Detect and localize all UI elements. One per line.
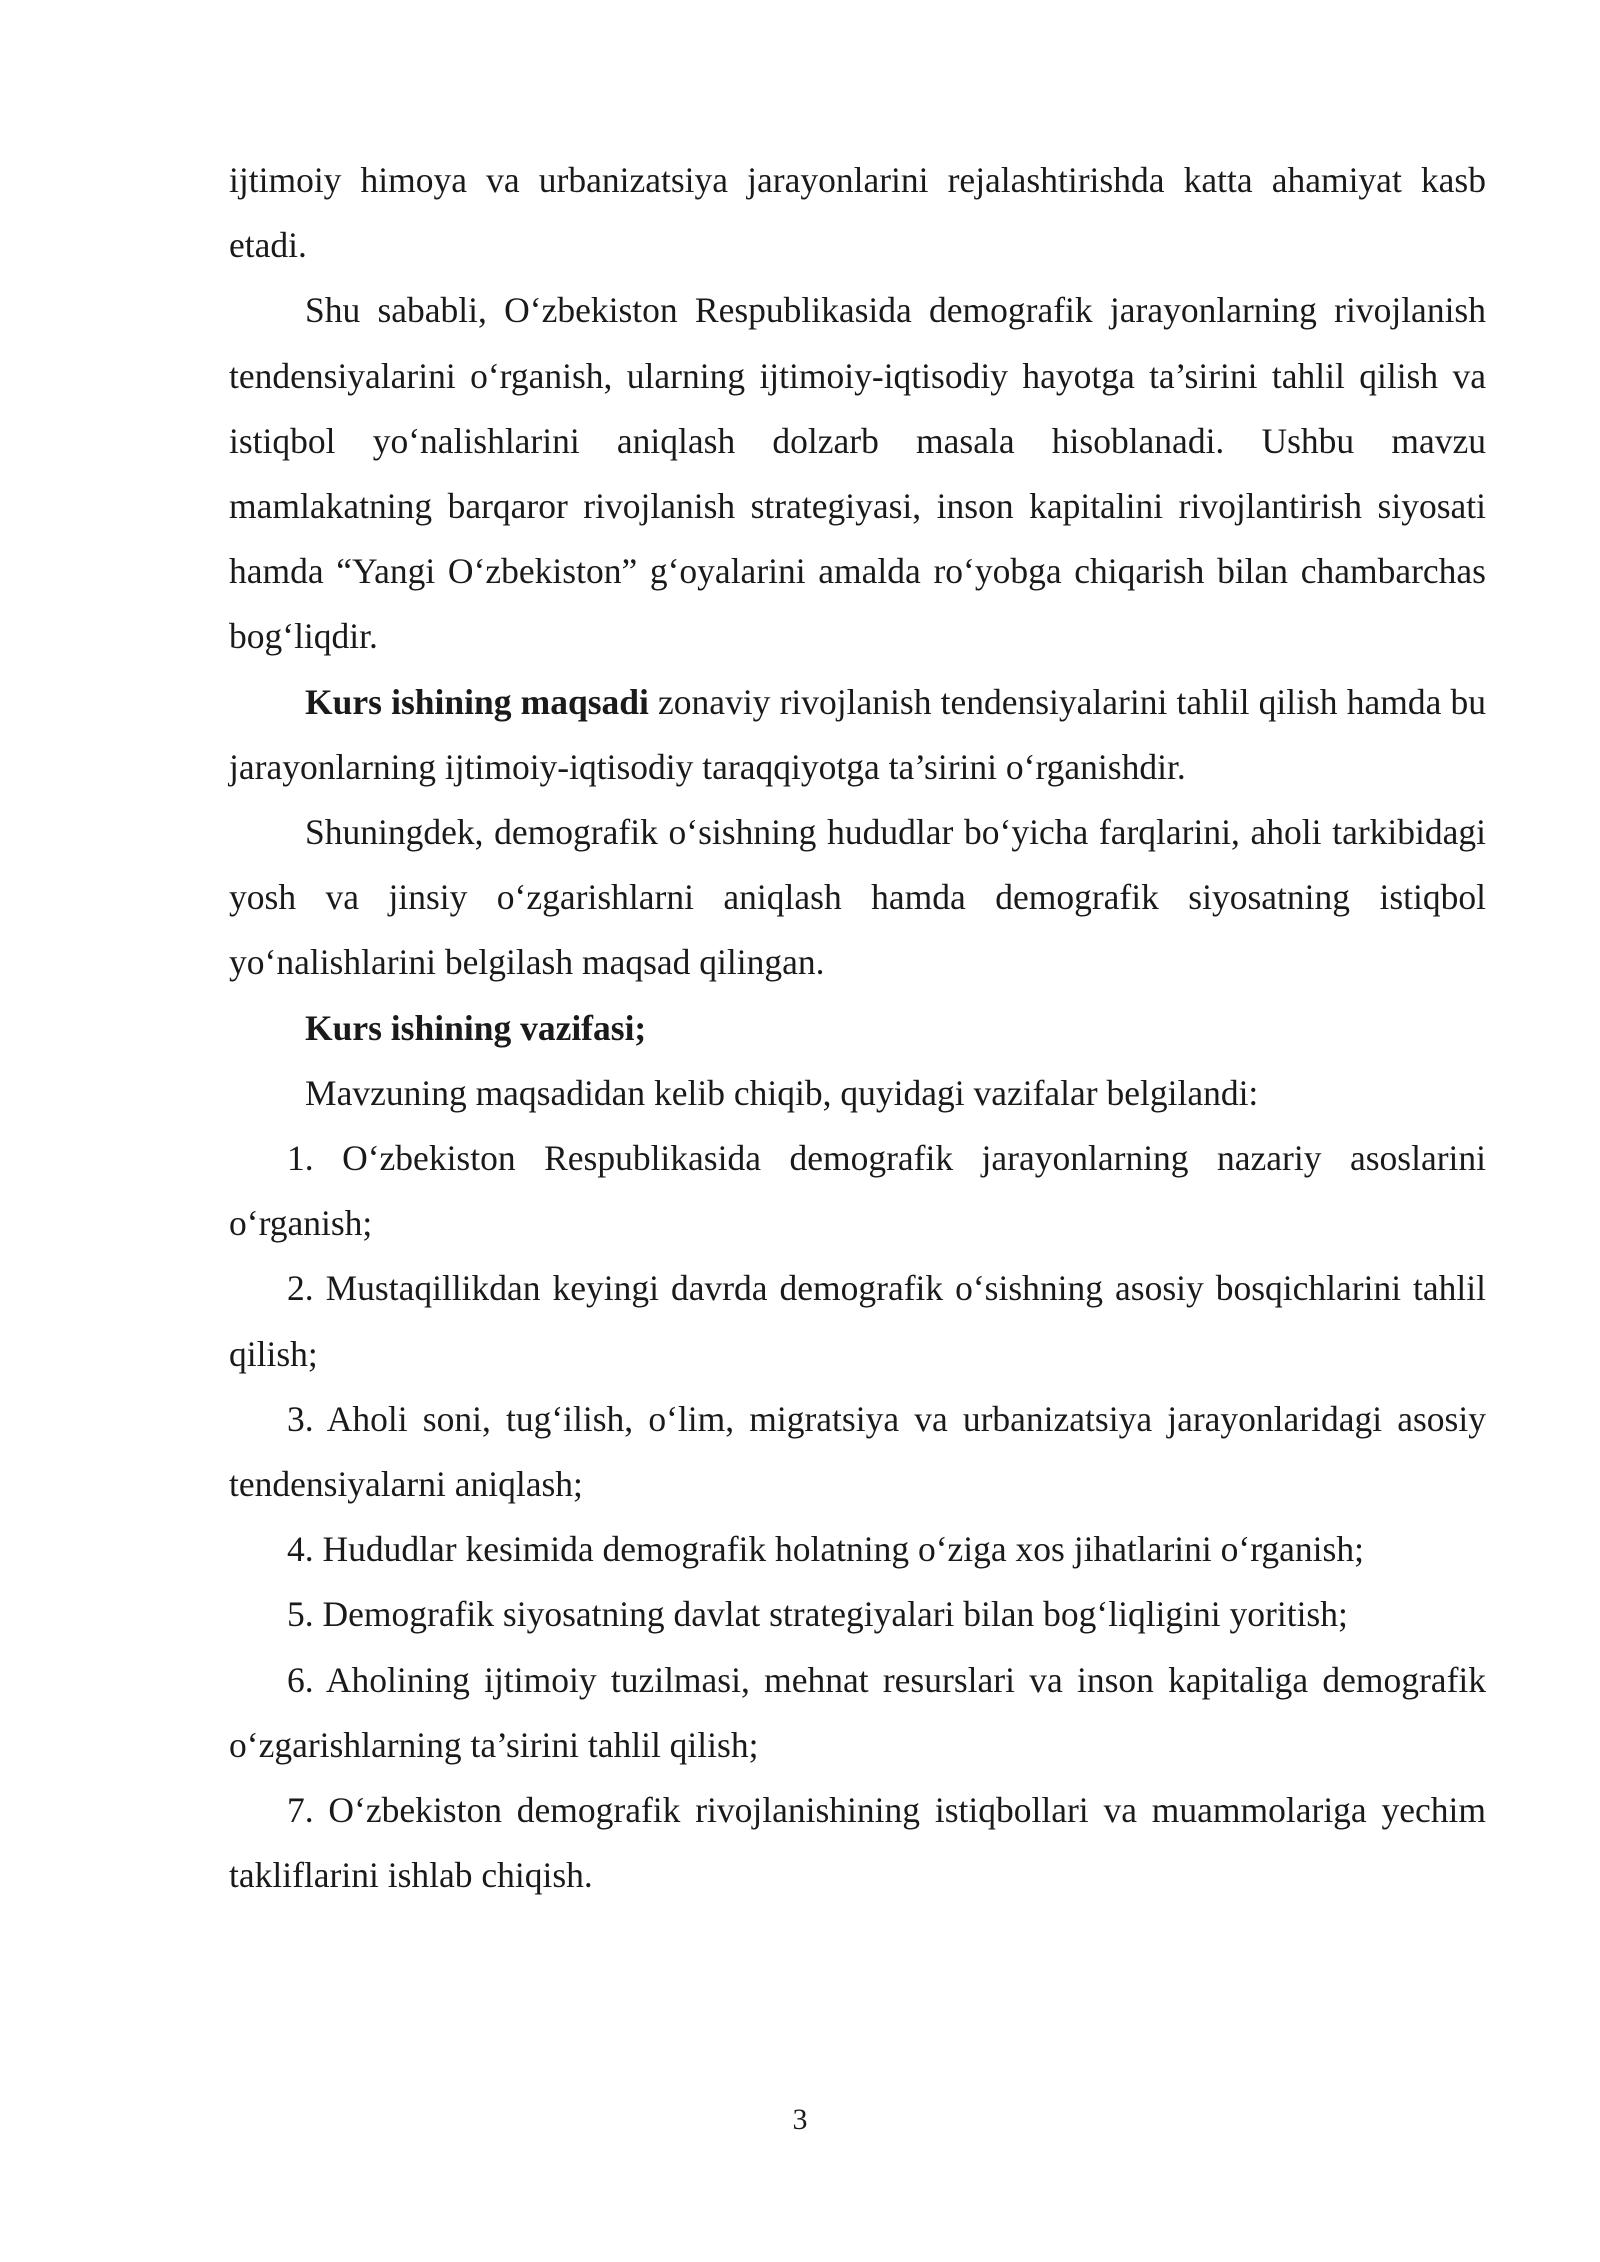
paragraph-tasks-intro [229,1061,1486,1126]
document-body [229,148,1486,1908]
paragraph-relevance [229,278,1486,669]
paragraph-goal-detail [229,800,1486,996]
paragraph-text: Mavzuning maqsadidan kelib chiqib, quyidagi vazifalar belgilandi: [305,1072,1259,1113]
paragraph-text: zonaviy rivojlanish tendensiyalarini tahlil qilish hamda bu jarayonlarning ijtimoiy-iqtisodiy taraqqiyotga ta’sirini o‘rganishdir. [229,681,1486,787]
task-list-item: 2. Mustaqillikdan keyingi davrda demografik o‘sishning asosiy bosqichlarini tahlil qilish; [229,1268,1486,1374]
task-list-item: 3. Aholi soni, tug‘ilish, o‘lim, migratsiya va urbanizatsiya jarayonlaridagi asosiy tendensiyalarni aniqlash; [229,1398,1486,1505]
task-list-item: 5. Demografik siyosatning davlat strategiyalari bilan bog‘liqligini yoritish; [287,1594,1348,1635]
paragraph-lead-bold: Kurs ishining maqsadi [305,681,649,722]
paragraph-lead-bold: Kurs ishining vazifasi; [305,1007,647,1048]
paragraph-text: Shuningdek, demografik o‘sishning hududlar bo‘yicha farqlarini, aholi tarkibidagi yosh va jinsiy o‘zgarishlarni aniqlash hamda demografik siyosatning istiqbol yo‘nalishlarini belgilash maqsad qilingan. [229,812,1486,983]
paragraph-continuation [229,148,1486,278]
paragraph-goal [229,670,1486,800]
page-number: 3 [792,2103,808,2136]
paragraph-text: ijtimoiy himoya va urbanizatsiya jarayonlarini rejalashtirishda katta ahamiyat kasb etadi. [229,160,1486,266]
task-list-item: 7. O‘zbekiston demografik rivojlanishining istiqbollari va muammolariga yechim takliflarini ishlab chiqish. [229,1790,1486,1896]
paragraph-text: Shu sababli, O‘zbekiston Respublikasida demografik jarayonlarning rivojlanish tendensiyalarini o‘rganish, ularning ijtimoiy-iqtisodiy hayotga ta’sirini tahlil qilish va istiqbol yo‘nalishlarini aniqlash dolzarb masala hisoblanadi. Ushbu mavzu mamlakatning barqaror rivojlanish strategiyasi, inson kapitalini rivojlantirish siyosati hamda “Yangi O‘zbekiston” g‘oyalarini amalda ro‘yobga chiqarish bilan chambarchas bog‘liqdir. [229,290,1486,657]
task-list-item: 1. O‘zbekiston Respublikasida demografik jarayonlarning nazariy asoslarini o‘rganish; [229,1138,1486,1244]
task-list-item: 6. Aholining ijtimoiy tuzilmasi, mehnat resurslari va inson kapitaliga demografik o‘zgarishlarning ta’sirini tahlil qilish; [229,1659,1486,1765]
task-list-item: 4. Hududlar kesimida demografik holatning o‘ziga xos jihatlarini o‘rganish; [287,1529,1364,1570]
section-heading-tasks [229,996,1486,1061]
